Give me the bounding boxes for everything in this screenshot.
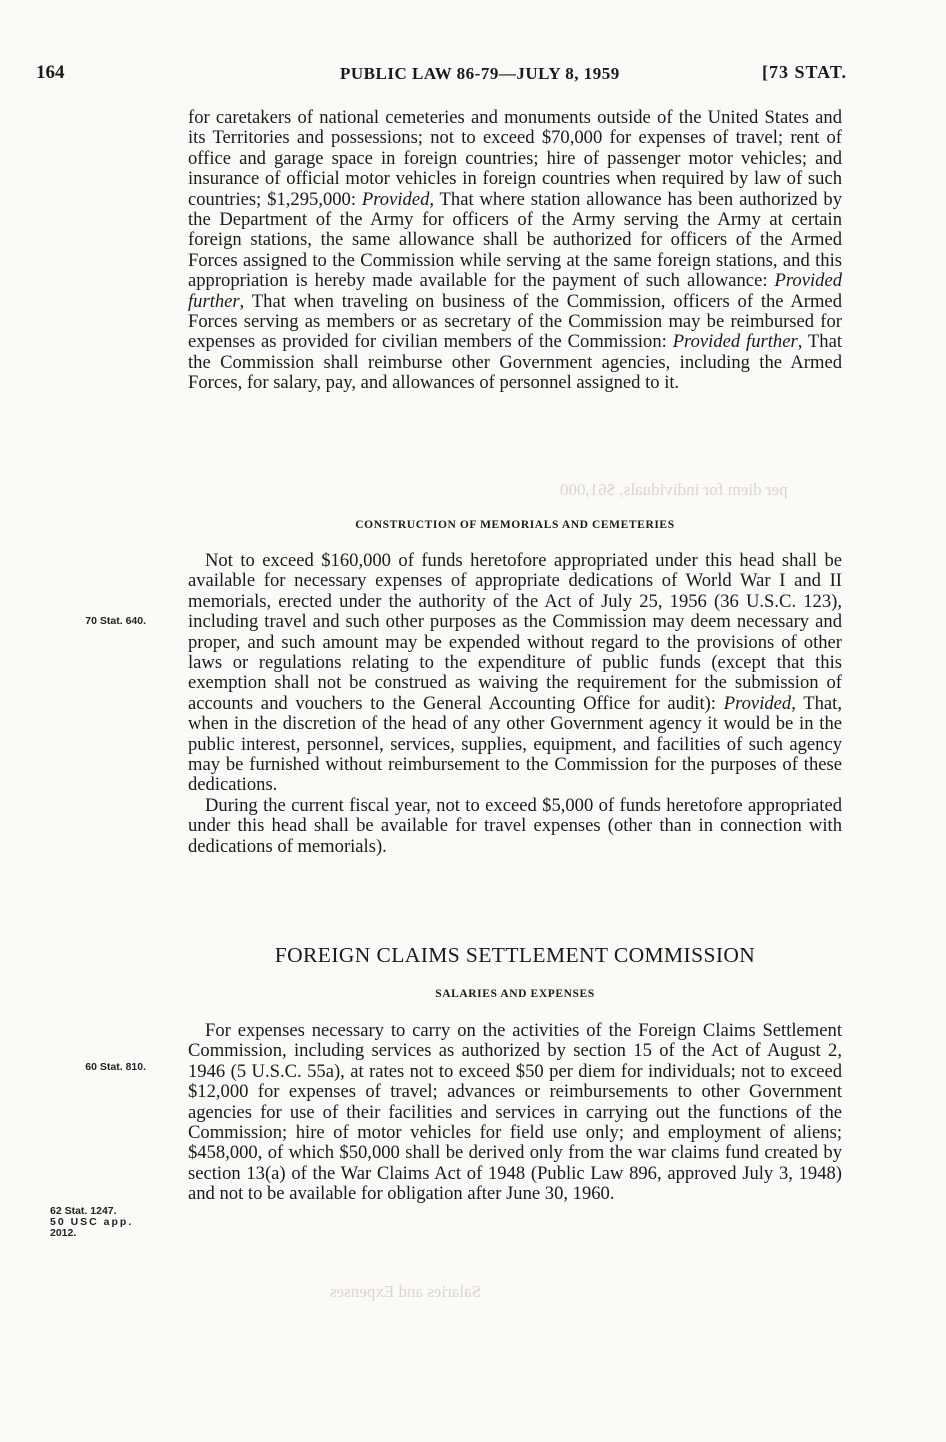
- bleed-through-text: Salaries and Expenses: [330, 1282, 482, 1301]
- section1-paragraph: for caretakers of national cemeteries and monuments outside of the United States and its Territories and possessions; not to exceed $70,000 for expenses of travel; rent of office and garage space in foreign countries; hire of passenger motor vehicles; and insurance of official motor vehicles in foreign countries when required by law of such countries; $1,295,000: Provided, That where station allowance has been authorized by the Department of the Army for officers of the Army serving the Army at certain foreign stations, the same allowance shall be authorized for officers of the Armed Forces assigned to the Commission while serving at the same foreign stations, and this appropriation is hereby made available for the payment of such allowance: Provided further, That when traveling on business of the Commission, officers of the Armed Forces serving as members or as secretary of the Commission may be reimbursed for expenses as provided for civilian members of the Commission: Provided further, That the Commission shall reimburse other Government agencies, including the Armed Forces, for salary, pay, and allowances of personnel assigned to it.: [188, 107, 843, 394]
- section2-body: Not to exceed $160,000 of funds heretofore appropriated under this head shall be available for necessary expenses of appropriate dedications of World War I and II memorials, erected under the authority of the Act of July 25, 1956 (36 U.S.C. 123), including travel and such other purposes as the Commission may deem necessary and proper, and such amount may be expended without regard to the provisions of other laws or regulations relating to the expenditure of public funds (except that this exemption shall not be construed as waiving the requirement for the submission of accounts and vouchers to the General Accounting Office for audit): Provided, That, when in the discretion of the head of any other Government agency it would be in the public interest, personnel, services, supplies, equipment, and facilities of such agency may be furnished without reimbursement to the Commission for the purposes of these dedications. During the current fiscal year, not to exceed $5,000 of funds heretofore appropriated under this head shall be available for travel expenses (other than in connection with dedications of memorials).: [188, 550, 842, 857]
- margin-citation-group: [50, 1206, 160, 1239]
- margin-citation: 60 Stat. 810.: [85, 1061, 146, 1073]
- margin-citation: 2012.: [50, 1227, 77, 1239]
- section-heading: CONSTRUCTION OF MEMORIALS AND CEMETERIES: [355, 519, 675, 531]
- agency-title: FOREIGN CLAIMS SETTLEMENT COMMISSION: [274, 943, 756, 967]
- margin-citation: 62 Stat. 1247.: [50, 1205, 117, 1217]
- volume-reference: [73 STAT.: [762, 62, 848, 82]
- margin-citation: 70 Stat. 640.: [85, 615, 146, 627]
- margin-citation: 50 USC app.: [50, 1216, 134, 1228]
- section-subheading: SALARIES AND EXPENSES: [435, 988, 595, 1000]
- page-number: 164: [36, 62, 65, 83]
- section3-paragraph: For expenses necessary to carry on the activities of the Foreign Claims Settlement Commission, including services as authorized by section 15 of the Act of August 2, 1946 (5 U.S.C. 55a), at rates not to exceed $50 per diem for individuals; not to exceed $12,000 for expenses of travel; advances or reimbursements to other Government agencies for use of their facilities and services in carrying out the functions of the Commission; hire of motor vehicles for field use only; and employment of aliens; $458,000, of which $50,000 shall be derived only from the war claims fund created by section 13(a) of the War Claims Act of 1948 (Public Law 896, approved July 3, 1948) and not to be available for obligation after June 30, 1960.: [188, 1020, 842, 1205]
- running-head: PUBLIC LAW 86-79—JULY 8, 1959: [340, 64, 620, 83]
- bleed-through-text: per diem for individuals, $61,000: [560, 480, 788, 499]
